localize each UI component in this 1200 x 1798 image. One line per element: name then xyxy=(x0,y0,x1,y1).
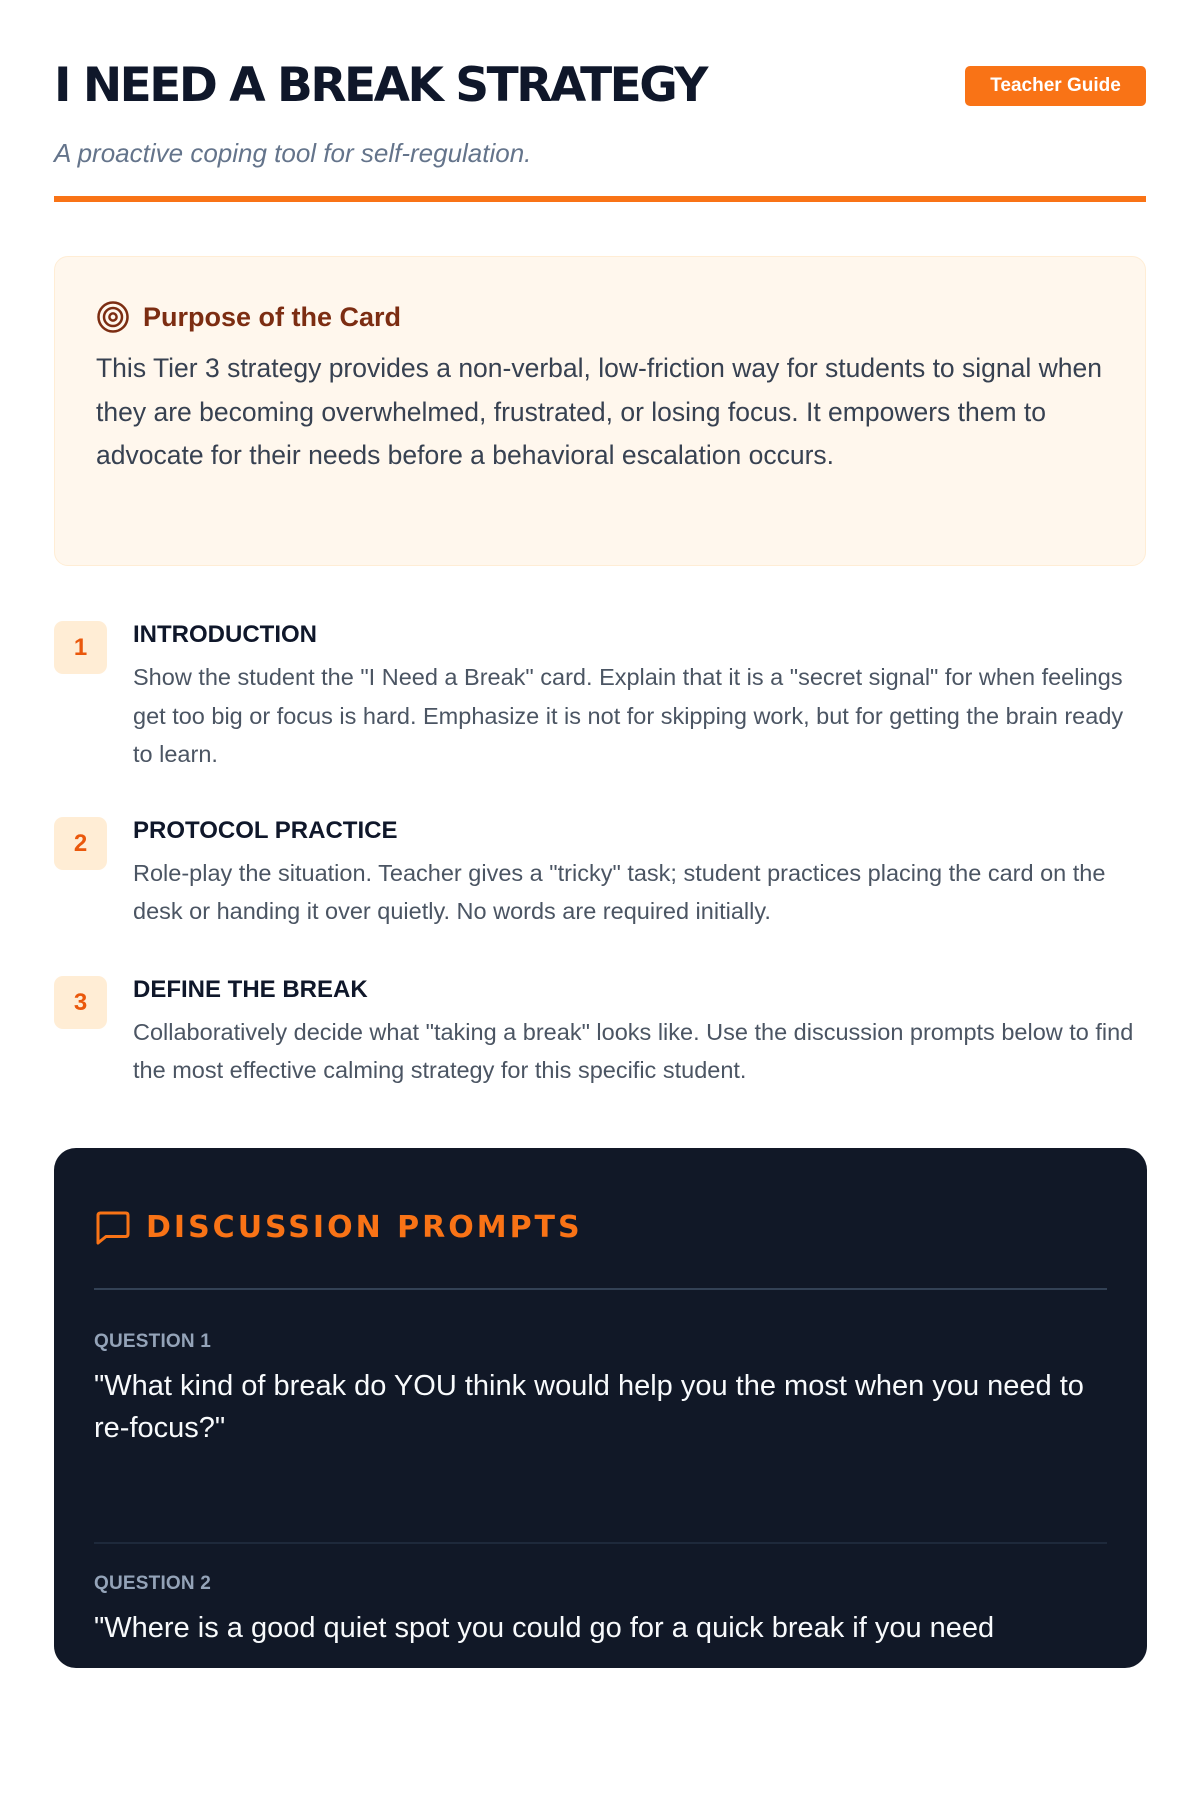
step-number: 1 xyxy=(54,621,107,674)
purpose-title: Purpose of the Card xyxy=(143,301,402,332)
question-item xyxy=(94,1290,1107,1544)
purpose-header xyxy=(96,299,1105,335)
purpose-text: This Tier 3 strategy provides a non-verbal, low-friction way for students to signal when they are becoming overwhelmed, frustrated, or losing focus. It empowers them to advocate for their needs before a behavioral escalation occurs. xyxy=(96,353,1102,470)
question-label: QUESTION 1 xyxy=(94,1331,212,1352)
page-title: I NEED A BREAK STRATEGY xyxy=(54,58,706,113)
purpose-card xyxy=(54,256,1146,566)
discussion-prompts-panel xyxy=(54,1148,1147,1668)
step-item xyxy=(54,975,1146,1090)
question-text: "What kind of break do YOU think would help you the most when you need to re-focus?" xyxy=(94,1370,1084,1444)
discussion-header xyxy=(94,1188,1107,1290)
chat-bubble-icon xyxy=(94,1209,132,1247)
step-body xyxy=(133,975,1146,1090)
page-header xyxy=(54,56,1146,202)
target-icon xyxy=(96,300,130,334)
teacher-guide-badge: Teacher Guide xyxy=(965,66,1146,106)
step-text: Show the student the "I Need a Break" card. Explain that it is a "secret signal" for when feelings get too big or focus is hard. Emphasize it is not for skipping work, but for getting the brain ready to learn. xyxy=(133,664,1124,767)
step-body xyxy=(133,816,1146,931)
step-text: Role-play the situation. Teacher gives a "tricky" task; student practices placing the card on the desk or handing it over quietly. No words are required initially. xyxy=(133,859,1106,924)
question-text: "Where is a good quiet spot you could go for a quick break if you need xyxy=(94,1612,995,1644)
step-number: 2 xyxy=(54,817,107,870)
step-title: DEFINE THE BREAK xyxy=(133,975,368,1003)
page-subtitle: A proactive coping tool for self-regulation. xyxy=(54,138,532,168)
step-item xyxy=(54,620,1146,774)
step-text: Collaboratively decide what "taking a break" looks like. Use the discussion prompts below to find the most effective calming strategy for this specific student. xyxy=(133,1018,1134,1083)
step-title: PROTOCOL PRACTICE xyxy=(133,816,398,844)
step-title: INTRODUCTION xyxy=(133,621,317,648)
step-body xyxy=(133,620,1146,774)
question-label: QUESTION 2 xyxy=(94,1573,212,1594)
discussion-title: DISCUSSION PROMPTS xyxy=(146,1209,583,1245)
question-item xyxy=(94,1544,1107,1798)
steps-list xyxy=(54,620,1146,1090)
step-item xyxy=(54,816,1146,931)
step-number: 3 xyxy=(54,976,107,1029)
